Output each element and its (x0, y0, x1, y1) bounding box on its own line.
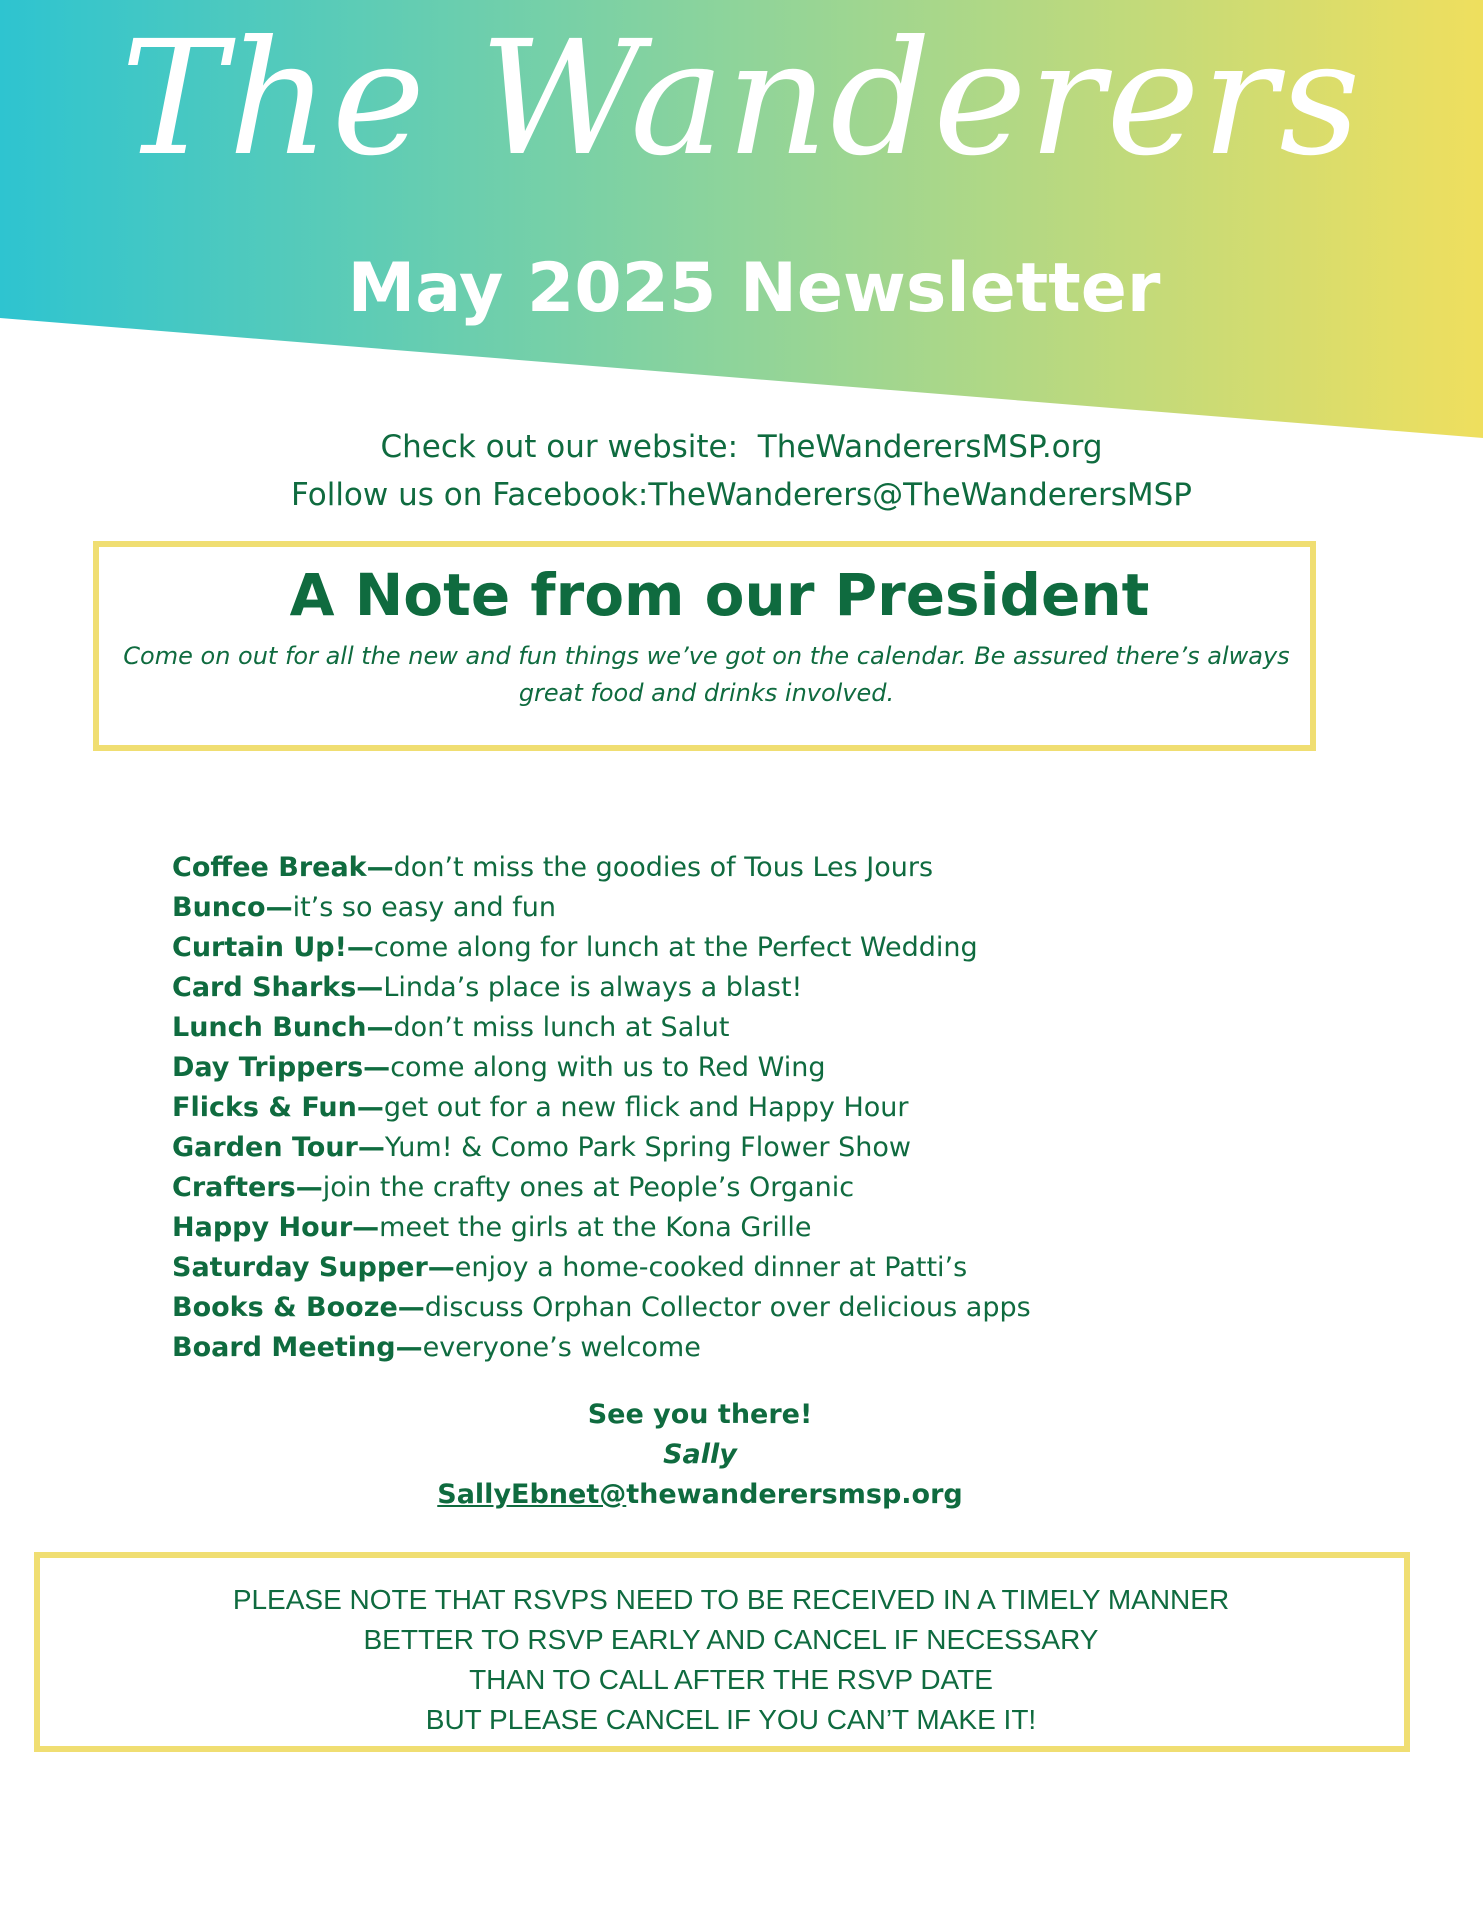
website-label: Check out our website: (380, 429, 739, 465)
signoff-closing: See you there! (587, 1399, 813, 1430)
event-name: Card Sharks— (172, 972, 384, 1003)
newsletter-script-title: The Wanderers (120, 7, 1363, 191)
list-item (172, 1088, 1372, 1128)
facebook-line (0, 471, 1483, 519)
rsvp-line: PLEASE NOTE THAT RSVPS NEED TO BE RECEIVED IN A TIMELY MANNER (232, 1584, 1230, 1615)
rsvp-notice-text (40, 1580, 1404, 1740)
events-list (172, 848, 1372, 1368)
rsvp-line: BUT PLEASE CANCEL IF YOU CAN’T MAKE IT! (425, 1704, 1037, 1735)
president-note-box (93, 541, 1316, 751)
list-item (172, 1288, 1372, 1328)
event-name: Books & Booze— (172, 1292, 425, 1323)
event-name: Crafters— (172, 1172, 323, 1203)
rsvp-line: THAN TO CALL AFTER THE RSVP DATE (469, 1664, 993, 1695)
event-name: Coffee Break— (172, 852, 394, 883)
event-description: meet the girls at the Kona Grille (379, 1212, 812, 1243)
rsvp-notice-box (34, 1552, 1410, 1752)
event-name: Flicks & Fun— (172, 1092, 384, 1123)
event-description: come along for lunch at the Perfect Wedding (373, 932, 978, 963)
list-item (172, 1128, 1372, 1168)
list-item (172, 1208, 1372, 1248)
event-name: Bunco— (172, 892, 293, 923)
list-item (172, 1008, 1372, 1048)
event-description: don’t miss lunch at Salut (393, 1012, 730, 1043)
event-name: Curtain Up!— (172, 932, 374, 963)
facebook-label: Follow us on Facebook: (291, 477, 649, 513)
event-name: Happy Hour— (172, 1212, 380, 1243)
list-item (172, 1168, 1372, 1208)
signoff-email-link[interactable] (0, 1475, 1400, 1515)
email-domain[interactable]: thewanderersmsp.org (626, 1479, 963, 1510)
signoff-block (0, 1395, 1400, 1515)
event-description: join the crafty ones at People’s Organic (322, 1172, 855, 1203)
website-line (0, 423, 1483, 471)
event-name: Saturday Supper— (172, 1252, 455, 1283)
event-description: come along with us to Red Wing (390, 1052, 826, 1083)
event-description: everyone’s welcome (422, 1332, 701, 1363)
contact-links (0, 423, 1483, 519)
event-name: Lunch Bunch— (172, 1012, 394, 1043)
website-link[interactable]: TheWanderersMSP.org (757, 429, 1103, 465)
event-description: don’t miss the goodies of Tous Les Jours (393, 852, 934, 883)
rsvp-line: BETTER TO RSVP EARLY AND CANCEL IF NECESSARY (363, 1624, 1099, 1655)
newsletter-issue-title: May 2025 Newsletter (347, 249, 1161, 328)
list-item (172, 968, 1372, 1008)
signoff-name: Sally (663, 1439, 737, 1470)
facebook-link[interactable]: TheWanderers@TheWanderersMSP (648, 477, 1192, 513)
event-name: Board Meeting— (172, 1332, 423, 1363)
event-description: it’s so easy and fun (292, 892, 556, 923)
event-description: discuss Orphan Collector over delicious apps (424, 1292, 1031, 1323)
event-description: get out for a new flick and Happy Hour (383, 1092, 909, 1123)
list-item (172, 1048, 1372, 1088)
event-name: Day Trippers— (172, 1052, 391, 1083)
event-description: Linda’s place is always a blast! (383, 972, 803, 1003)
list-item (172, 888, 1372, 928)
president-note-text: Come on out for all the new and fun things we’ve got on the calendar. Be assured there’s always great food and drinks involved. (123, 642, 1290, 707)
list-item (172, 928, 1372, 968)
list-item (172, 1248, 1372, 1288)
president-note-heading: A Note from our President (289, 561, 1150, 629)
list-item (172, 848, 1372, 888)
event-description: Yum! & Como Park Spring Flower Show (384, 1132, 911, 1163)
list-item (172, 1328, 1372, 1368)
event-name: Garden Tour— (172, 1132, 385, 1163)
event-description: enjoy a home-cooked dinner at Patti’s (454, 1252, 968, 1283)
email-user[interactable]: SallyEbnet@ (437, 1479, 627, 1510)
